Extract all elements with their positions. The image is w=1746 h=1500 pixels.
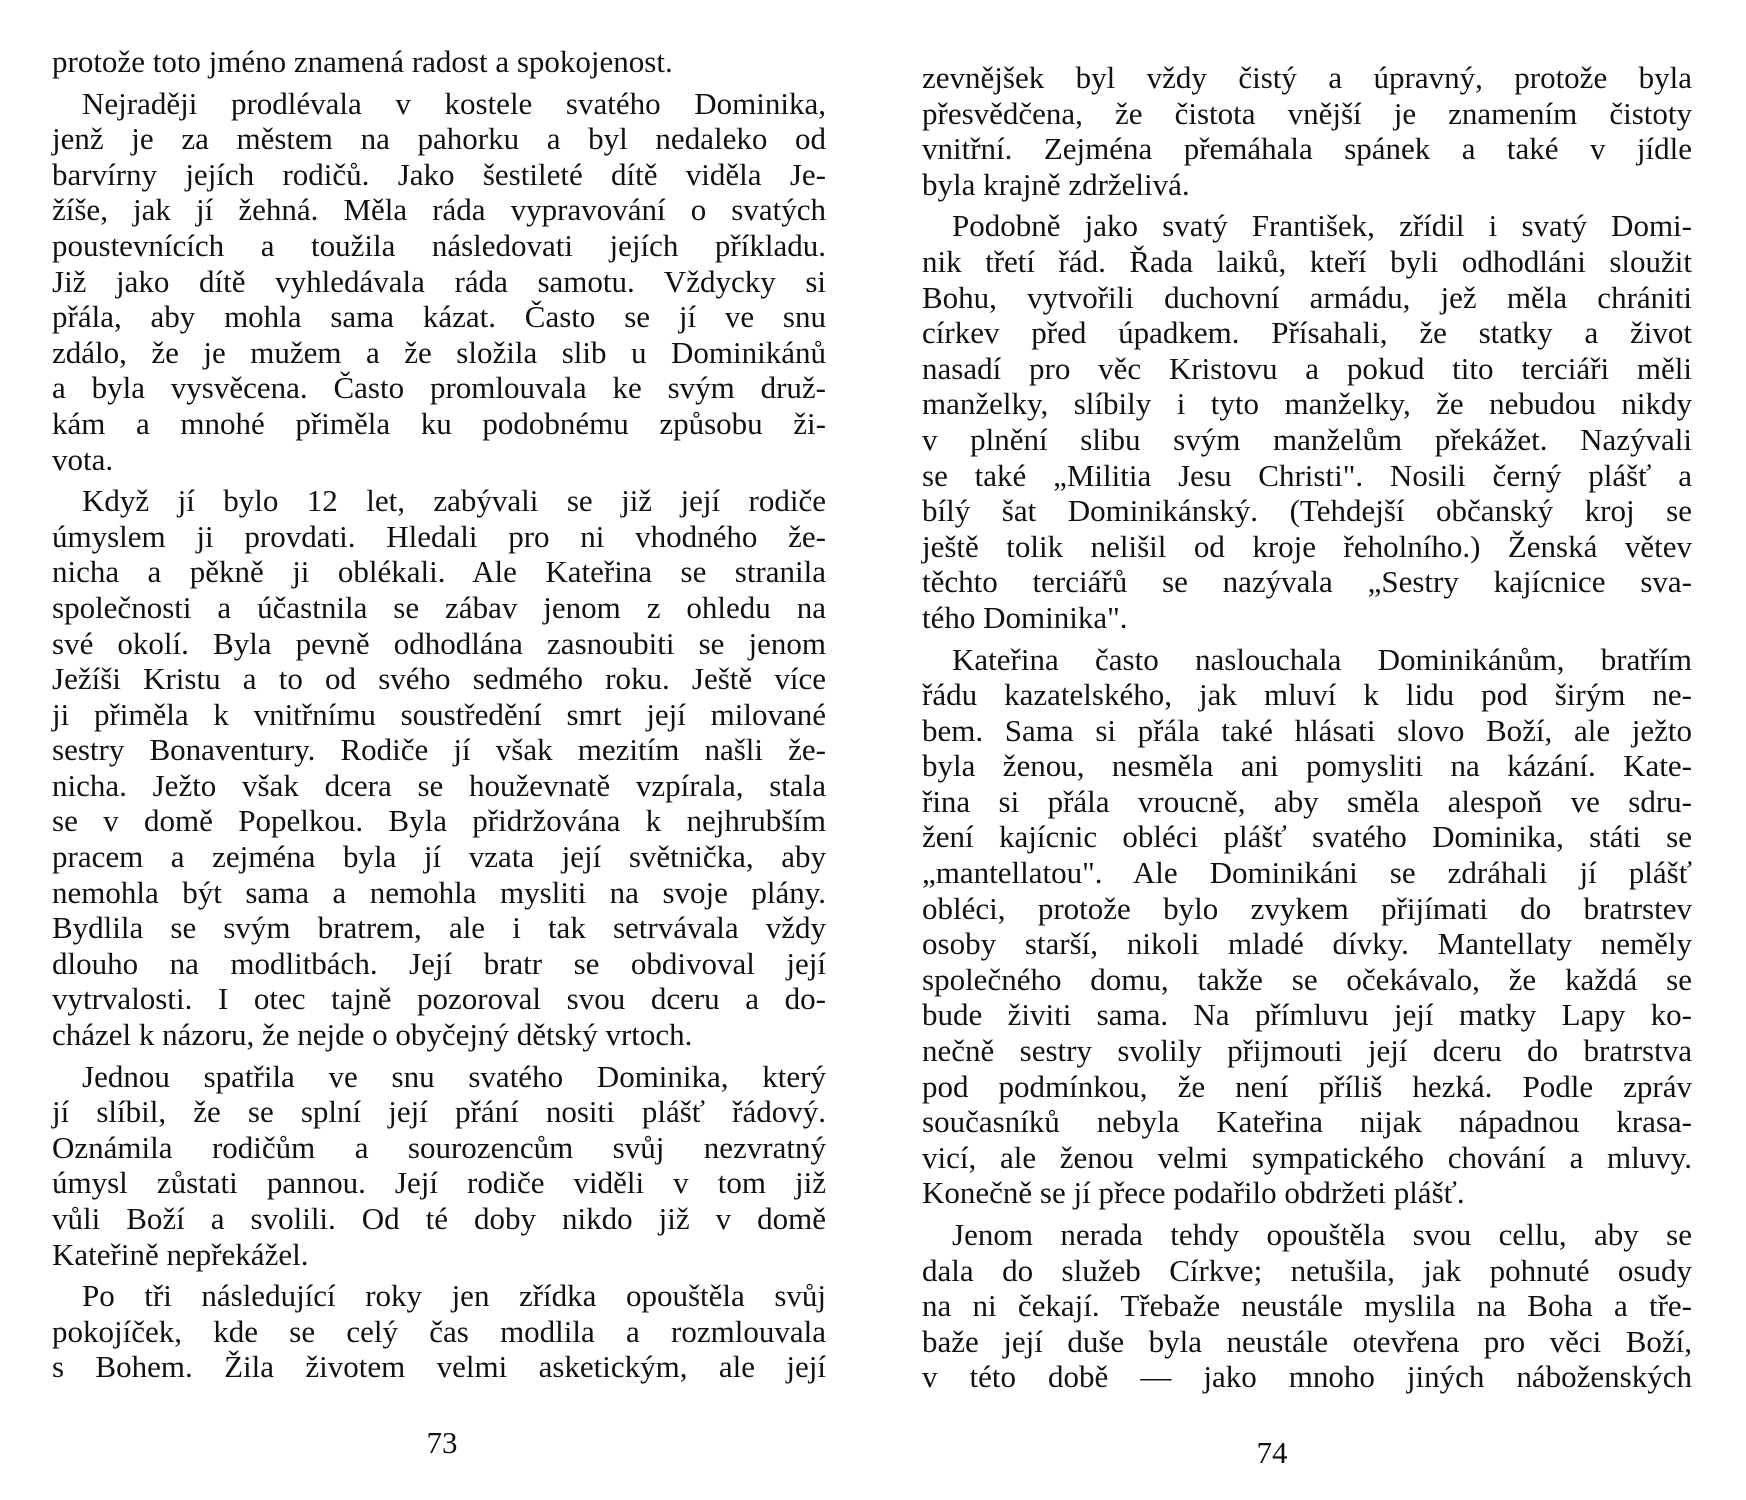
- text-line: nasadí pro věc Kristovu a pokud tito terciáři měli: [922, 350, 1692, 386]
- text-line: cházel k názoru, že nejde o obyčejný dětský vrtoch.: [52, 1017, 693, 1053]
- text-line: ji přiměla k vnitřnímu soustředění smrt její milované: [52, 696, 826, 732]
- text-line: jí slíbil, že se splní její přání nositi plášť řádový.: [52, 1094, 826, 1130]
- paragraph: [922, 642, 1692, 1212]
- text-line: Když jí bylo 12 let, zabývali se již její rodiče: [82, 483, 826, 519]
- text-line: manželky, slíbily i tyto manželky, že nebudou nikdy: [922, 386, 1692, 422]
- text-line: současníků nebyla Kateřina nijak nápadnou krasa-: [922, 1104, 1692, 1140]
- text-line: úmysl zůstati pannou. Její rodiče viděli v tom již: [52, 1165, 826, 1201]
- text-line: bude živiti sama. Na přímluvu její matky Lapy ko-: [922, 997, 1692, 1033]
- text-line: pod podmínkou, že není příliš hezká. Podle zpráv: [922, 1068, 1692, 1104]
- text-line: nemohla být sama a nemohla mysliti na svoje plány.: [52, 874, 826, 910]
- text-line: dlouho na modlitbách. Její bratr se obdivoval její: [52, 945, 826, 981]
- text-line: Ježíši Kristu a to od svého sedmého roku. Ještě více: [52, 661, 826, 697]
- left-page-text: [52, 44, 826, 1385]
- text-line: nečně sestry svolily přijmouti její dceru do bratrstva: [922, 1033, 1692, 1069]
- text-line: a byla vysvěcena. Často promlouvala ke svým druž-: [52, 370, 826, 406]
- text-line: v této době — jako mnoho jiných náboženských: [922, 1359, 1692, 1395]
- text-line: Již jako dítě vyhledávala ráda samotu. Vždycky si: [52, 263, 826, 299]
- text-line: Jenom nerada tehdy opouštěla svou cellu, aby se: [952, 1217, 1692, 1252]
- text-line: sestry Bonaventury. Rodiče jí však mezitím našli že-: [52, 732, 826, 768]
- text-line: se také „Militia Jesu Christi". Nosili černý plášť a: [922, 457, 1692, 493]
- text-line: Bydlila se svým bratrem, ale i tak setrvávala vždy: [52, 910, 826, 946]
- text-line: byla krajně zdrželivá.: [922, 166, 1190, 202]
- text-line: vytrvalosti. I otec tajně pozoroval svou dceru a do-: [52, 981, 826, 1017]
- text-line: své okolí. Byla pevně odhodlána zasnoubiti se jenom: [52, 625, 826, 661]
- paragraph: [922, 60, 1692, 202]
- text-line: Jednou spatřila ve snu svatého Dominika, který: [82, 1058, 826, 1094]
- text-line: barvírny jejích rodičů. Jako šestileté dítě viděla Je-: [52, 156, 826, 192]
- paragraph: [52, 1059, 826, 1273]
- text-line: bílý šat Dominikánský. (Tehdejší občanský kroj se: [922, 493, 1692, 529]
- text-line: na ni čekají. Třebaže neustále myslila na Boha a tře-: [922, 1288, 1692, 1324]
- text-line: Kateřině nepřekážel.: [52, 1236, 309, 1272]
- paragraph: [52, 483, 826, 1053]
- text-line: v plnění slibu svým manželům překážet. Nazývali: [922, 421, 1692, 457]
- text-line: kám a mnohé přiměla ku podobnému způsobu ži-: [52, 405, 826, 441]
- right-page-number: 74: [1256, 1435, 1288, 1470]
- text-line: protože toto jméno znamená radost a spokojenost.: [52, 44, 673, 79]
- text-line: pracem a zejména byla jí vzata její světnička, aby: [52, 839, 826, 875]
- text-line: řádu kazatelského, jak mluví k lidu pod širým ne-: [922, 677, 1692, 713]
- text-line: žení kajícnic obléci plášť svatého Dominika, státi se: [922, 819, 1692, 855]
- text-line: pokojíček, kde se celý čas modlila a rozmlouvala: [52, 1313, 826, 1349]
- text-line: církev před úpadkem. Přísahali, že statky a život: [922, 315, 1692, 351]
- text-line: „mantellatou". Ale Dominikáni se zdráhali jí plášť: [922, 855, 1692, 891]
- text-line: obléci, protože bylo zvykem přijímati do bratrstev: [922, 890, 1692, 926]
- text-line: úmyslem ji provdati. Hledali pro ni vhodného že-: [52, 518, 826, 554]
- text-line: ještě tolik nelišil od kroje řeholního.) Ženská větev: [922, 528, 1692, 564]
- text-line: poustevnících a toužila následovati jejích příkladu.: [52, 227, 826, 263]
- paragraph: [52, 44, 826, 80]
- text-line: Kateřina často naslouchala Dominikánům, bratřím: [952, 641, 1692, 677]
- text-line: vicí, ale ženou velmi sympatického chování a mluvy.: [922, 1139, 1692, 1175]
- text-line: přesvědčena, že čistota vnější je znamením čistoty: [922, 95, 1692, 131]
- text-line: řina si přála vroucně, aby směla alespoň ve sdru-: [922, 783, 1692, 819]
- text-line: se v domě Popelkou. Byla přidržována k nejhrubším: [52, 803, 826, 839]
- text-line: Bohu, vytvořili duchovní armádu, jež měla chrániti: [922, 279, 1692, 315]
- text-line: nicha a pěkně ji oblékali. Ale Kateřina se stranila: [52, 554, 826, 590]
- text-line: Podobně jako svatý František, zřídil i svatý Domi-: [952, 208, 1692, 244]
- text-line: bem. Sama si přála také hlásati slovo Boží, ale ježto: [922, 712, 1692, 748]
- paragraph: [52, 1278, 826, 1385]
- text-line: dala do služeb Církve; netušila, jak pohnuté osudy: [922, 1252, 1692, 1288]
- left-page-number: 73: [426, 1425, 458, 1460]
- text-line: nicha. Ježto však dcera se houževnatě vzpírala, stala: [52, 767, 826, 803]
- text-line: Nejraději prodlévala v kostele svatého Dominika,: [82, 85, 826, 121]
- text-line: jenž je za městem na pahorku a byl nedaleko od: [52, 121, 826, 157]
- text-line: byla ženou, nesměla ani pomysliti na kázání. Kate-: [922, 748, 1692, 784]
- text-line: tého Dominika".: [922, 599, 1128, 635]
- text-line: Po tři následující roky jen zřídka opouštěla svůj: [82, 1278, 826, 1314]
- text-line: Oznámila rodičům a sourozencům svůj nezvratný: [52, 1129, 826, 1165]
- text-line: vůli Boží a svolili. Od té doby nikdo již v domě: [52, 1201, 826, 1236]
- text-line: žíše, jak jí žehná. Měla ráda vypravování o svatých: [52, 192, 826, 228]
- text-line: těchto terciářů se nazývala „Sestry kajícnice sva-: [922, 564, 1692, 600]
- right-page-text: [922, 60, 1692, 1395]
- text-line: vota.: [52, 441, 114, 477]
- text-line: společného domu, takže se očekávalo, že každá se: [922, 961, 1692, 997]
- text-line: nik třetí řád. Řada laiků, kteří byli odhodláni sloužit: [922, 243, 1692, 279]
- text-line: Konečně se jí přece podařilo obdržeti plášť.: [922, 1175, 1465, 1211]
- left-page: [52, 0, 826, 1500]
- paragraph: [922, 208, 1692, 635]
- text-line: společnosti a účastnila se zábav jenom z ohledu na: [52, 589, 826, 625]
- text-line: přála, aby mohla sama kázat. Často se jí ve snu: [52, 299, 826, 335]
- text-line: vnitřní. Zejména přemáhala spánek a také v jídle: [922, 131, 1692, 167]
- paragraph: [922, 1217, 1692, 1395]
- text-line: s Bohem. Žila životem velmi asketickým, ale její: [52, 1349, 826, 1385]
- text-line: baže její duše byla neustále otevřena pro věci Boží,: [922, 1323, 1692, 1359]
- right-page: [922, 0, 1692, 1500]
- text-line: zevnějšek byl vždy čistý a úpravný, protože byla: [922, 60, 1692, 95]
- text-line: zdálo, že je mužem a že složila slib u Dominikánů: [52, 334, 826, 370]
- paragraph: [52, 86, 826, 478]
- text-line: osoby starší, nikoli mladé dívky. Mantellaty neměly: [922, 926, 1692, 962]
